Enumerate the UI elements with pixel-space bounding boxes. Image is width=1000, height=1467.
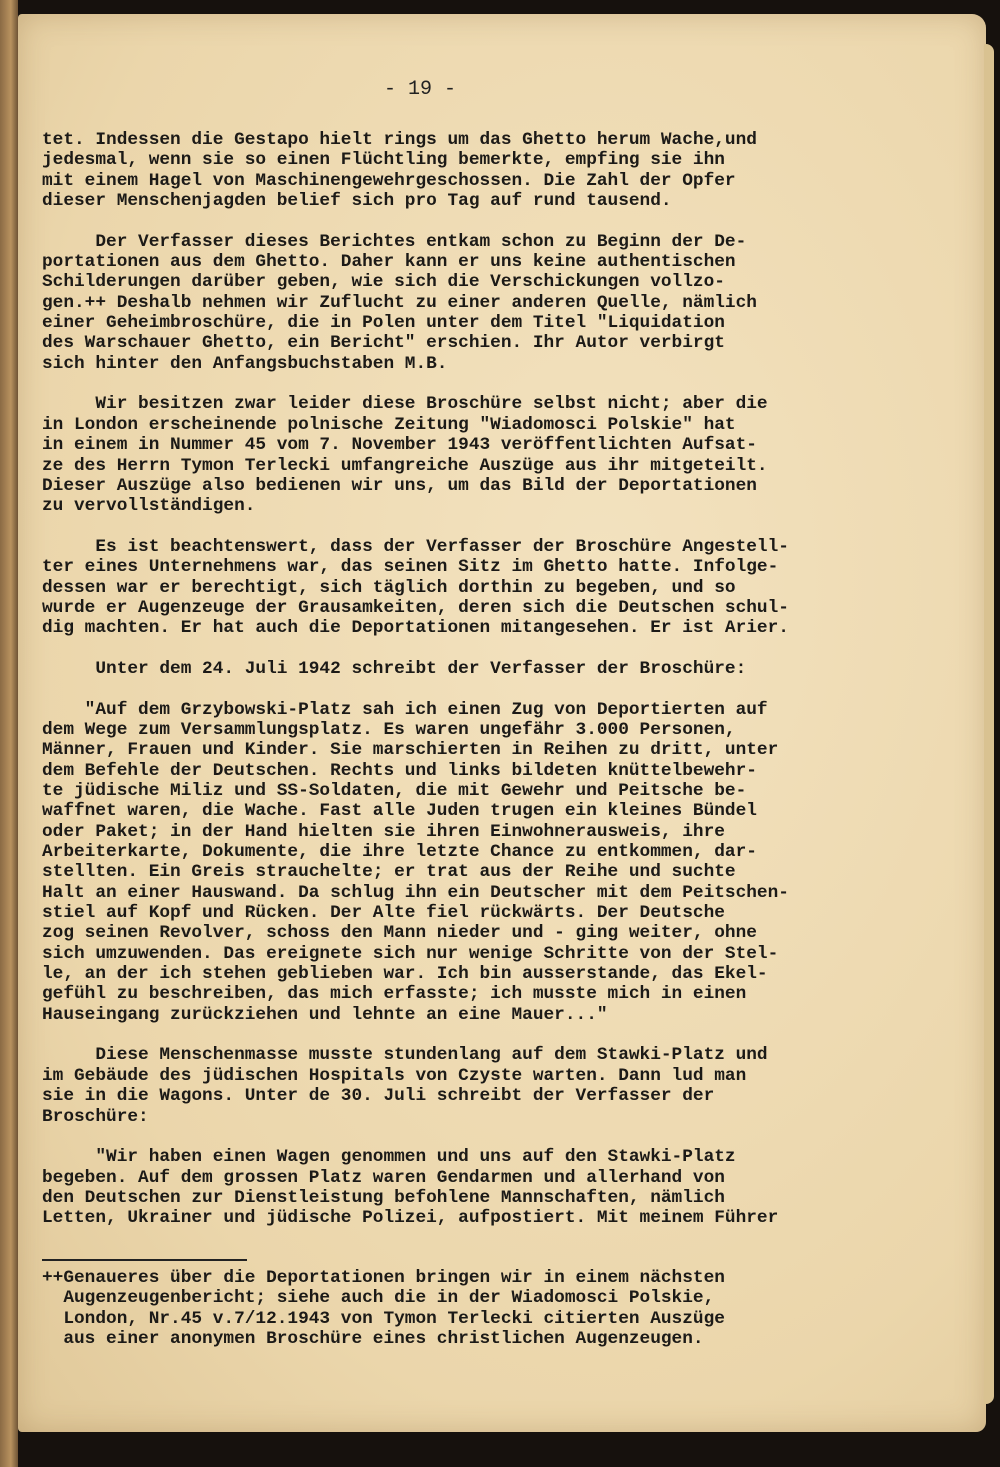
text-line: zog seinen Revolver, schoss den Mann nieder und - ging weiter, ohne	[42, 923, 757, 944]
footnote-divider	[42, 1259, 247, 1261]
text-line: Männer, Frauen und Kinder. Sie marschierten in Reihen zu dritt, unter	[42, 740, 779, 761]
text-line: wurde er Augenzeuge der Grausamkeiten, deren sich die Deutschen schul-	[42, 597, 789, 618]
text-line: des Warschauer Ghetto, ein Bericht" erschien. Ihr Autor verbirgt	[42, 333, 725, 354]
paragraph	[42, 1147, 942, 1228]
text-line: dem Befehle der Deutschen. Rechts und links bildeten knüttelbewehr-	[42, 760, 757, 781]
text-line: in einem in Nummer 45 vom 7. November 1943 veröffentlichten Aufsat-	[42, 435, 757, 456]
text-line: "Wir haben einen Wagen genommen und uns auf den Stawki-Platz	[42, 1147, 736, 1168]
text-line: stiel auf Kopf und Rücken. Der Alte fiel rückwärts. Der Deutsche	[42, 903, 725, 924]
text-line: Schilderungen darüber geben, wie sich die Verschickungen vollzo-	[42, 272, 725, 293]
text-line: tet. Indessen die Gestapo hielt rings um das Ghetto herum Wache,und	[42, 130, 757, 150]
text-line: Hauseingang zurückziehen und lehnte an eine Mauer..."	[42, 1004, 608, 1025]
page-number: - 19 -	[383, 78, 456, 101]
text-line: dieser Menschenjagden belief sich pro Tag auf rund tausend.	[42, 191, 672, 212]
text-line: gen.++ Deshalb nehmen wir Zuflucht zu einer anderen Quelle, nämlich	[42, 292, 757, 313]
text-line: ter eines Unternehmens war, das seinen Sitz im Ghetto hatte. Infolge-	[42, 557, 779, 578]
text-line: ze des Herrn Tymon Terlecki umfangreiche Auszüge aus ihr mitgeteilt.	[42, 455, 768, 476]
text-line: Unter dem 24. Juli 1942 schreibt der Verfasser der Broschüre:	[42, 658, 747, 679]
page-edge	[984, 44, 994, 1404]
paragraph	[42, 700, 942, 1026]
paragraph	[42, 537, 942, 639]
footnote-line: London, Nr.45 v.7/12.1943 von Tymon Terlecki citierten Auszüge	[42, 1308, 725, 1329]
footnote-line: Augenzeugenbericht; siehe auch die in der Wiadomosci Polskie,	[42, 1288, 715, 1309]
text-line: Wir besitzen zwar leider diese Broschüre selbst nicht; aber die	[42, 394, 768, 415]
text-line: le, an der ich stehen geblieben war. Ich bin ausserstande, das Ekel-	[42, 964, 768, 985]
text-line: begeben. Auf dem grossen Platz waren Gendarmen und allerhand von	[42, 1167, 725, 1188]
text-line: Diese Menschenmasse musste stundenlang auf dem Stawki-Platz und	[42, 1045, 768, 1066]
text-line: waffnet waren, die Wache. Fast alle Juden trugen ein kleines Bündel	[42, 801, 757, 822]
text-line: mit einem Hagel von Maschinengewehrgeschossen. Die Zahl der Opfer	[42, 170, 736, 191]
text-line: portationen aus dem Ghetto. Daher kann er uns keine authentischen	[42, 252, 736, 273]
text-line: sich hinter den Anfangsbuchstaben M.B.	[42, 353, 448, 374]
text-line: Es ist beachtenswert, dass der Verfasser der Broschüre Angestell-	[42, 536, 789, 557]
paragraph	[42, 659, 942, 679]
text-line: dessen war er berechtigt, sich täglich dorthin zu begeben, und so	[42, 577, 736, 598]
text-line: Der Verfasser dieses Berichtes entkam schon zu Beginn der De-	[42, 231, 747, 252]
paragraph	[42, 232, 942, 374]
paragraph	[42, 394, 942, 516]
text-line: den Deutschen zur Dienstleistung befohlene Mannschaften, nämlich	[42, 1187, 725, 1208]
text-line: zu vervollständigen.	[42, 496, 256, 517]
text-line: Dieser Auszüge also bedienen wir uns, um das Bild der Deportationen	[42, 475, 757, 496]
paragraph	[42, 1045, 942, 1126]
text-line: Broschüre:	[42, 1106, 149, 1127]
book-binding	[0, 0, 18, 1467]
text-line: in London erscheinende polnische Zeitung "Wiadomosci Polskie" hat	[42, 414, 736, 435]
text-line: einer Geheimbroschüre, die in Polen unter dem Titel "Liquidation	[42, 313, 725, 334]
text-line: sie in die Wagons. Unter de 30. Juli schreibt der Verfasser der	[42, 1086, 715, 1107]
body-text	[42, 130, 942, 1229]
text-line: sich umzuwenden. Das ereignete sich nur wenige Schritte von der Stel-	[42, 943, 779, 964]
text-line: Arbeiterkarte, Dokumente, die ihre letzte Chance zu entkommen, dar-	[42, 842, 757, 863]
paragraph	[42, 130, 942, 211]
footnote	[42, 1268, 942, 1349]
text-line: im Gebäude des jüdischen Hospitals von Czyste warten. Dann lud man	[42, 1065, 747, 1086]
text-line: gefühl zu beschreiben, das mich erfasste; ich musste mich in einen	[42, 984, 747, 1005]
text-line: dig machten. Er hat auch die Deportationen mitangesehen. Er ist Arier.	[42, 618, 789, 639]
text-line: oder Paket; in der Hand hielten sie ihren Einwohnerausweis, ihre	[42, 821, 725, 842]
text-line: dem Wege zum Versammlungsplatz. Es waren ungefähr 3.000 Personen,	[42, 719, 736, 740]
text-line: stellten. Ein Greis strauchelte; er trat aus der Reihe und suchte	[42, 862, 736, 883]
text-line: "Auf dem Grzybowski-Platz sah ich einen Zug von Deportierten auf	[42, 699, 768, 720]
text-line: jedesmal, wenn sie so einen Flüchtling bemerkte, empfing sie ihn	[42, 150, 725, 171]
text-line: Letten, Ukrainer und jüdische Polizei, aufpostiert. Mit meinem Führer	[42, 1208, 779, 1229]
text-line: te jüdische Miliz und SS-Soldaten, die mit Gewehr und Peitsche be-	[42, 781, 747, 801]
text-line: Halt an einer Hauswand. Da schlug ihn ein Deutscher mit dem Peitschen-	[42, 882, 789, 903]
footnote-line: ++Genaueres über die Deportationen bringen wir in einem nächsten	[42, 1268, 725, 1288]
footnote-line: aus einer anonymen Broschüre eines christlichen Augenzeugen.	[42, 1329, 704, 1350]
